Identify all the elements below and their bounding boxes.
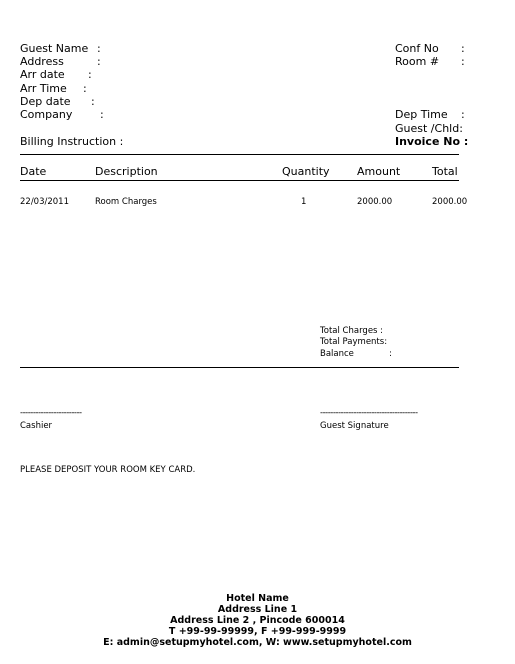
guest-name-label: Guest Name bbox=[20, 42, 89, 55]
room-no-label: Room # bbox=[395, 55, 440, 68]
hotel-address-line1: Address Line 1 bbox=[217, 604, 298, 615]
col-description: Description bbox=[95, 165, 158, 178]
row-total: 2000.00 bbox=[432, 197, 468, 207]
col-total: Total bbox=[432, 165, 458, 178]
arr-date-label: Arr date bbox=[20, 68, 65, 81]
guest-child-label: Guest /Chld: bbox=[395, 122, 463, 135]
col-date: Date bbox=[20, 165, 47, 178]
hotel-phone-fax: T +99-99-99999, F +99-999-9999 bbox=[168, 626, 347, 637]
row-amount: 2000.00 bbox=[357, 197, 393, 207]
cashier-signature-line: ------------------------ bbox=[20, 408, 82, 418]
row-quantity: 1 bbox=[301, 197, 307, 207]
arr-date-colon: : bbox=[88, 68, 92, 81]
table-header-rule bbox=[20, 180, 459, 181]
conf-no-colon: : bbox=[461, 42, 465, 55]
guest-name-colon: : bbox=[97, 42, 101, 55]
dep-time-colon: : bbox=[461, 108, 465, 121]
summary-rule bbox=[20, 367, 459, 368]
guest-signature-line: -------------------------------------- bbox=[320, 408, 418, 418]
row-description: Room Charges bbox=[95, 197, 157, 207]
conf-no-label: Conf No bbox=[395, 42, 439, 55]
company-colon: : bbox=[100, 108, 104, 121]
balance-label: Balance bbox=[320, 349, 354, 359]
invoice-no-label: Invoice No : bbox=[395, 135, 469, 148]
row-date: 22/03/2011 bbox=[20, 197, 69, 207]
hotel-name: Hotel Name bbox=[226, 593, 289, 604]
address-label: Address bbox=[20, 55, 64, 68]
hotel-address-line2: Address Line 2 , Pincode 600014 bbox=[170, 615, 345, 626]
billing-instruction-label: Billing Instruction : bbox=[20, 135, 124, 148]
col-quantity: Quantity bbox=[282, 165, 330, 178]
dep-date-label: Dep date bbox=[20, 95, 71, 108]
company-label: Company bbox=[20, 108, 73, 121]
dep-date-colon: : bbox=[91, 95, 95, 108]
balance-colon: : bbox=[389, 349, 392, 359]
hotel-email-web: E: admin@setupmyhotel.com, W: www.setupmyhotel.com bbox=[103, 637, 412, 648]
total-payments-label: Total Payments: bbox=[320, 337, 388, 347]
arr-time-label: Arr Time bbox=[20, 82, 67, 95]
guest-signature-label: Guest Signature bbox=[320, 421, 389, 431]
header-top-rule bbox=[20, 154, 459, 155]
cashier-label: Cashier bbox=[20, 421, 53, 431]
room-no-colon: : bbox=[461, 55, 465, 68]
dep-time-label: Dep Time bbox=[395, 108, 448, 121]
col-amount: Amount bbox=[357, 165, 401, 178]
total-charges-label: Total Charges : bbox=[320, 326, 384, 336]
address-colon: : bbox=[97, 55, 101, 68]
arr-time-colon: : bbox=[83, 82, 87, 95]
deposit-notice: PLEASE DEPOSIT YOUR ROOM KEY CARD. bbox=[20, 465, 196, 475]
